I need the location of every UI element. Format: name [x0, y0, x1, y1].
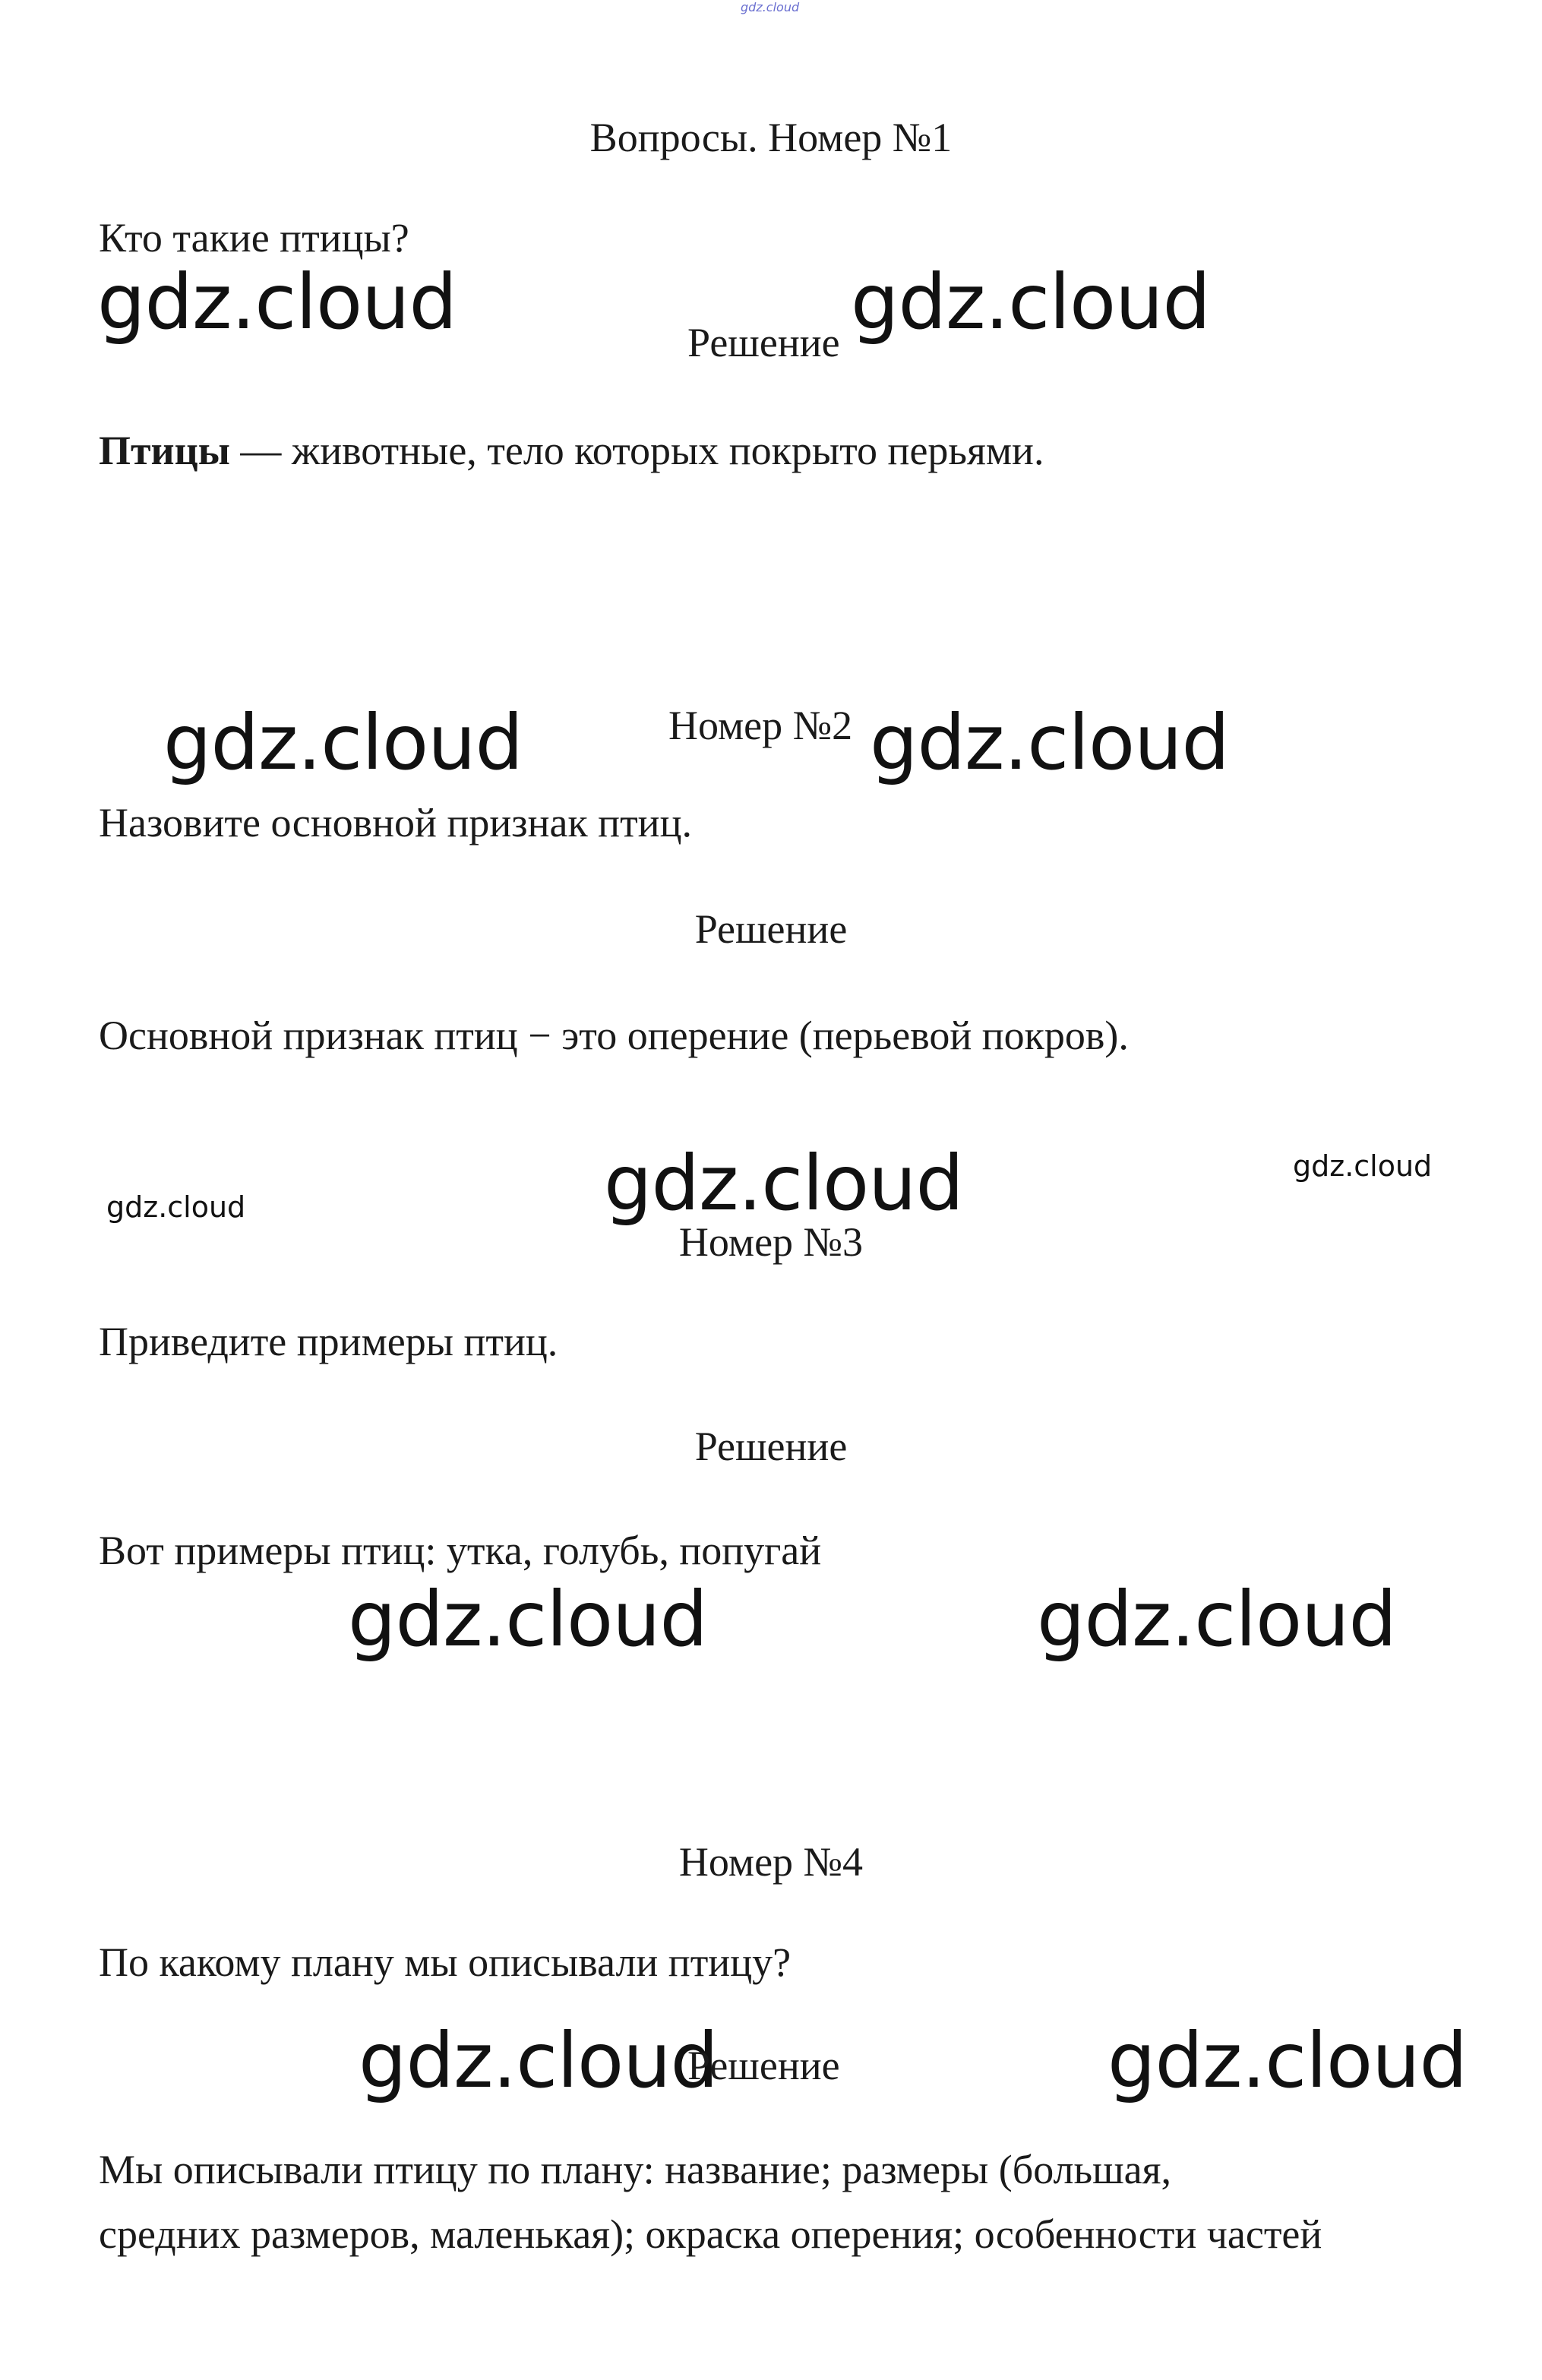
solution-label-3: Решение [694, 1424, 848, 1469]
question-3: Приведите примеры птиц. [99, 1319, 558, 1364]
answer-1-term: Птицы [99, 428, 230, 473]
watermark-2b: gdz.cloud [870, 698, 1230, 787]
answer-3: Вот примеры птиц: утка, голубь, попугай [99, 1528, 822, 1573]
top-watermark: gdz.cloud [741, 0, 800, 14]
heading-4: Номер №4 [678, 1839, 864, 1885]
watermark-1a: gdz.cloud [97, 258, 457, 346]
watermark-3-small-right: gdz.cloud [1293, 1149, 1433, 1183]
question-4: По какому плану мы описывали птицу? [99, 1939, 792, 1985]
question-2: Назовите основной признак птиц. [99, 800, 692, 845]
answer-2: Основной признак птиц − это оперение (перьевой покров). [99, 1013, 1129, 1058]
answer-1-definition: — животные, тело которых покрыто перьями. [229, 428, 1044, 473]
answer-1 [99, 425, 1044, 477]
solution-label-1: Решение [687, 320, 840, 365]
heading-1: Вопросы. Номер №1 [589, 115, 953, 160]
answer-4-line-1: Мы описывали птицу по плану: название; размеры (большая, [99, 2147, 1171, 2192]
question-1: Кто такие птицы? [99, 215, 409, 261]
watermark-3a: gdz.cloud [348, 1575, 708, 1664]
watermark-2a: gdz.cloud [163, 698, 523, 787]
watermark-3-center: gdz.cloud [604, 1139, 964, 1228]
watermark-3-small-left: gdz.cloud [106, 1190, 246, 1224]
watermark-1b: gdz.cloud [851, 258, 1211, 346]
watermark-3b: gdz.cloud [1037, 1575, 1397, 1664]
solution-label-4: Решение [687, 2043, 840, 2088]
watermark-4a: gdz.cloud [359, 2016, 719, 2105]
heading-2: Номер №2 [668, 703, 853, 748]
watermark-4b: gdz.cloud [1108, 2016, 1468, 2105]
heading-3: Номер №3 [678, 1219, 864, 1265]
solution-label-2: Решение [694, 906, 848, 952]
answer-4-line-2: средних размеров, маленькая); окраска оперения; особенности частей [99, 2211, 1322, 2257]
